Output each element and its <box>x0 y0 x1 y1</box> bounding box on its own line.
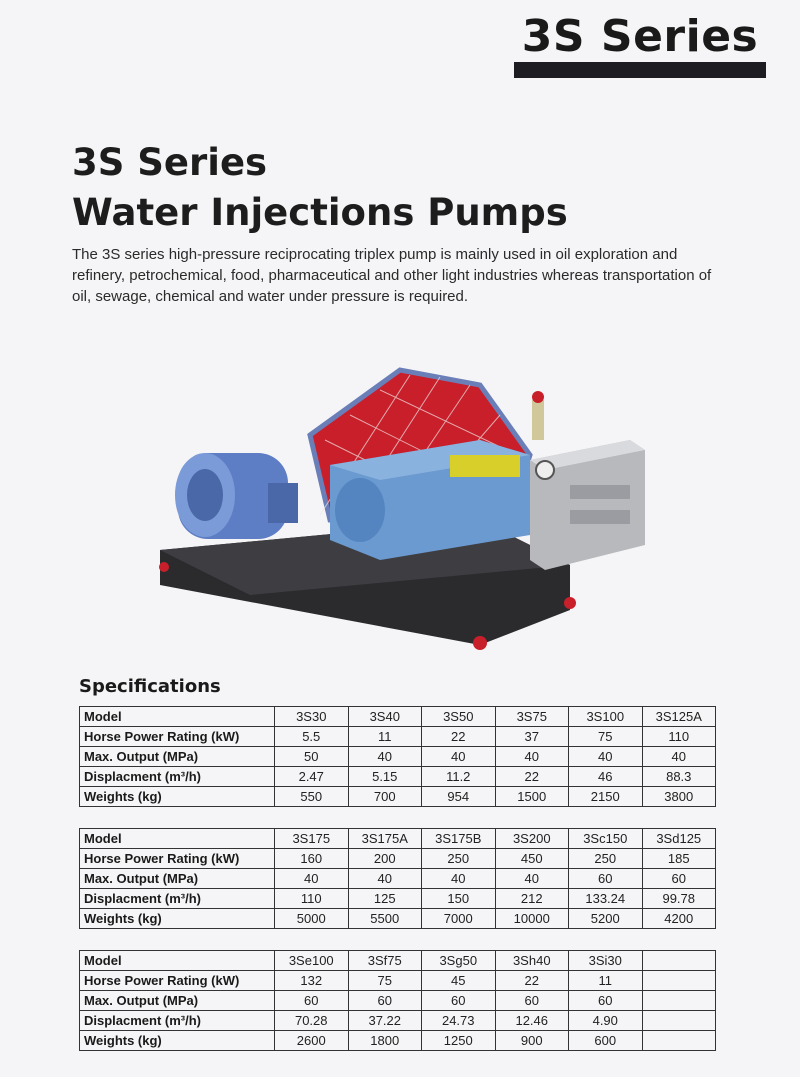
value-cell: 200 <box>348 849 422 869</box>
model-cell: 3Sd125 <box>642 829 716 849</box>
row-label: Max. Output (MPa) <box>80 869 275 889</box>
series-tag <box>514 12 766 78</box>
model-row <box>80 829 716 849</box>
value-cell: 11 <box>569 971 643 991</box>
value-cell: 125 <box>348 889 422 909</box>
value-cell: 60 <box>495 991 569 1011</box>
value-cell: 7000 <box>422 909 496 929</box>
value-cell: 40 <box>422 869 496 889</box>
model-cell: 3S175A <box>348 829 422 849</box>
row-label: Weights (kg) <box>80 909 275 929</box>
value-cell: 3800 <box>642 787 716 807</box>
row-label: Weights (kg) <box>80 1031 275 1051</box>
model-cell: 3S200 <box>495 829 569 849</box>
model-cell: 3Sf75 <box>348 951 422 971</box>
value-cell: 600 <box>569 1031 643 1051</box>
value-cell: 250 <box>569 849 643 869</box>
value-cell: 99.78 <box>642 889 716 909</box>
value-cell <box>642 971 716 991</box>
row-label: Max. Output (MPa) <box>80 991 275 1011</box>
value-cell: 1800 <box>348 1031 422 1051</box>
value-cell <box>642 991 716 1011</box>
model-cell: 3Se100 <box>275 951 349 971</box>
value-cell: 45 <box>422 971 496 991</box>
value-cell: 900 <box>495 1031 569 1051</box>
specifications-heading: Specifications <box>79 676 221 697</box>
row-label: Displacment (m³/h) <box>80 767 275 787</box>
spec-table-2 <box>79 828 716 929</box>
model-cell: 3S175B <box>422 829 496 849</box>
value-cell: 60 <box>569 869 643 889</box>
value-cell: 37 <box>495 727 569 747</box>
spec-table-1 <box>79 706 716 807</box>
row-label: Model <box>80 951 275 971</box>
value-cell: 4200 <box>642 909 716 929</box>
value-cell: 150 <box>422 889 496 909</box>
weight-row <box>80 787 716 807</box>
value-cell: 37.22 <box>348 1011 422 1031</box>
value-cell: 12.46 <box>495 1011 569 1031</box>
displacement-row <box>80 889 716 909</box>
value-cell: 132 <box>275 971 349 991</box>
model-cell: 3S100 <box>569 707 643 727</box>
value-cell <box>642 1031 716 1051</box>
page-title <box>72 138 568 238</box>
value-cell: 2600 <box>275 1031 349 1051</box>
row-label: Model <box>80 829 275 849</box>
value-cell: 110 <box>642 727 716 747</box>
value-cell: 22 <box>495 767 569 787</box>
value-cell: 550 <box>275 787 349 807</box>
value-cell: 450 <box>495 849 569 869</box>
value-cell: 50 <box>275 747 349 767</box>
value-cell: 75 <box>348 971 422 991</box>
series-tag-text: 3S Series <box>521 11 759 62</box>
value-cell: 1500 <box>495 787 569 807</box>
value-cell: 40 <box>495 869 569 889</box>
title-line-1: 3S Series <box>72 141 268 184</box>
value-cell: 11 <box>348 727 422 747</box>
value-cell: 40 <box>348 747 422 767</box>
model-cell: 3Sh40 <box>495 951 569 971</box>
value-cell: 110 <box>275 889 349 909</box>
value-cell: 2.47 <box>275 767 349 787</box>
output-row <box>80 747 716 767</box>
value-cell: 60 <box>275 991 349 1011</box>
value-cell: 5.15 <box>348 767 422 787</box>
value-cell: 40 <box>569 747 643 767</box>
intro-paragraph: The 3S series high-pressure reciprocating triplex pump is mainly used in oil exploration and refinery, petrochemical, food, pharmaceutical and other light industries whereas transportation of oil, sewage, chemical and water under pressure is required. <box>72 246 712 305</box>
value-cell: 954 <box>422 787 496 807</box>
row-label: Horse Power Rating (kW) <box>80 727 275 747</box>
hp-row <box>80 849 716 869</box>
value-cell: 160 <box>275 849 349 869</box>
model-cell: 3S50 <box>422 707 496 727</box>
weight-row <box>80 909 716 929</box>
series-tag-bar <box>514 62 766 78</box>
row-label: Displacment (m³/h) <box>80 889 275 909</box>
value-cell: 22 <box>495 971 569 991</box>
value-cell: 40 <box>495 747 569 767</box>
value-cell: 5.5 <box>275 727 349 747</box>
title-line-2: Water Injections Pumps <box>72 191 568 234</box>
value-cell: 10000 <box>495 909 569 929</box>
value-cell: 5500 <box>348 909 422 929</box>
output-row <box>80 991 716 1011</box>
value-cell: 5200 <box>569 909 643 929</box>
value-cell: 46 <box>569 767 643 787</box>
model-cell: 3S175 <box>275 829 349 849</box>
value-cell: 88.3 <box>642 767 716 787</box>
value-cell: 185 <box>642 849 716 869</box>
value-cell: 40 <box>422 747 496 767</box>
value-cell: 5000 <box>275 909 349 929</box>
model-cell: 3S125A <box>642 707 716 727</box>
value-cell: 24.73 <box>422 1011 496 1031</box>
model-cell <box>642 951 716 971</box>
model-row <box>80 951 716 971</box>
model-cell: 3S75 <box>495 707 569 727</box>
hp-row <box>80 971 716 991</box>
displacement-row <box>80 767 716 787</box>
value-cell: 60 <box>422 991 496 1011</box>
value-cell: 2150 <box>569 787 643 807</box>
pump-photo <box>150 345 670 665</box>
value-cell: 250 <box>422 849 496 869</box>
value-cell: 60 <box>569 991 643 1011</box>
value-cell: 40 <box>348 869 422 889</box>
row-label: Model <box>80 707 275 727</box>
row-label: Displacment (m³/h) <box>80 1011 275 1031</box>
spec-table-3 <box>79 950 716 1051</box>
value-cell: 22 <box>422 727 496 747</box>
value-cell: 40 <box>275 869 349 889</box>
value-cell <box>642 1011 716 1031</box>
value-cell: 133.24 <box>569 889 643 909</box>
value-cell: 60 <box>642 869 716 889</box>
value-cell: 1250 <box>422 1031 496 1051</box>
displacement-row <box>80 1011 716 1031</box>
value-cell: 40 <box>642 747 716 767</box>
row-label: Max. Output (MPa) <box>80 747 275 767</box>
value-cell: 11.2 <box>422 767 496 787</box>
model-row <box>80 707 716 727</box>
hp-row <box>80 727 716 747</box>
value-cell: 60 <box>348 991 422 1011</box>
value-cell: 4.90 <box>569 1011 643 1031</box>
row-label: Weights (kg) <box>80 787 275 807</box>
value-cell: 700 <box>348 787 422 807</box>
value-cell: 212 <box>495 889 569 909</box>
weight-row <box>80 1031 716 1051</box>
output-row <box>80 869 716 889</box>
value-cell: 70.28 <box>275 1011 349 1031</box>
row-label: Horse Power Rating (kW) <box>80 849 275 869</box>
row-label: Horse Power Rating (kW) <box>80 971 275 991</box>
model-cell: 3Si30 <box>569 951 643 971</box>
model-cell: 3Sg50 <box>422 951 496 971</box>
value-cell: 75 <box>569 727 643 747</box>
model-cell: 3Sc150 <box>569 829 643 849</box>
model-cell: 3S30 <box>275 707 349 727</box>
model-cell: 3S40 <box>348 707 422 727</box>
